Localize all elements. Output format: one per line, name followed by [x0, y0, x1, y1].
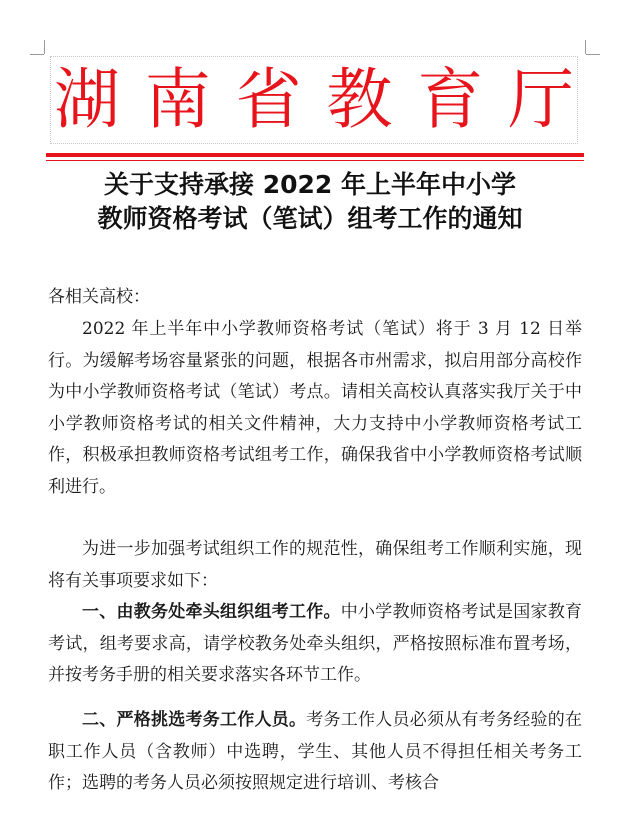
letterhead-char: 湖 — [54, 61, 120, 138]
salutation: 各相关高校： — [48, 287, 150, 307]
letterhead-char: 省 — [235, 61, 302, 138]
section-1-heading: 一、由教务处牵头组织组考工作。 — [82, 602, 341, 622]
section-2 — [48, 705, 582, 800]
section-1 — [48, 597, 582, 692]
letterhead-char: 教 — [326, 61, 393, 138]
letterhead-rule-thin — [46, 160, 584, 161]
crop-mark — [30, 54, 44, 55]
document-title-line-1: 关于支持承接 2022 年上半年中小学 — [104, 170, 516, 199]
letterhead-char: 厅 — [507, 61, 574, 138]
letterhead-rule-thick — [46, 153, 584, 157]
crop-mark — [585, 40, 586, 54]
letterhead-char: 南 — [144, 61, 211, 138]
paragraph-1: 2022 年上半年中小学教师资格考试（笔试）将于 3 月 12 日举行。为缓解考场容量紧张的问题，根据各市州需求，拟启用部分高校作为中小学教师资格考试（笔试）考点。请相关高校认真落实我厅关于中小学教师资格考试的相关文件精神，大力支持中小学教师资格考试工作，积极承担教师资格考试组考工作，确保我省中小学教师资格考试顺利进行。 — [48, 319, 582, 497]
section-2-text: 考务工作人员必须从有考务经验的在职工作人员（含教师）中选聘，学生、其他人员不得担任相关考务工作；选聘的考务人员必须按照规定进行培训、考核合 — [48, 710, 582, 793]
document-title-line-2: 教师资格考试（笔试）组考工作的通知 — [97, 204, 523, 233]
paragraph-2: 为进一步加强考试组织工作的规范性，确保组考工作顺利实施，现将有关事项要求如下： — [48, 539, 582, 591]
crop-mark — [586, 54, 600, 55]
crop-mark — [44, 40, 45, 54]
section-2-heading: 二、严格挑选考务工作人员。 — [82, 710, 307, 730]
section-1-text: 中小学教师资格考试是国家教育考试，组考要求高，请学校教务处牵头组织，严格按照标准布置考场，并按考务手册的相关要求落实各环节工作。 — [48, 602, 582, 685]
letterhead-char: 育 — [417, 61, 484, 138]
letterhead-org-name — [50, 60, 578, 140]
